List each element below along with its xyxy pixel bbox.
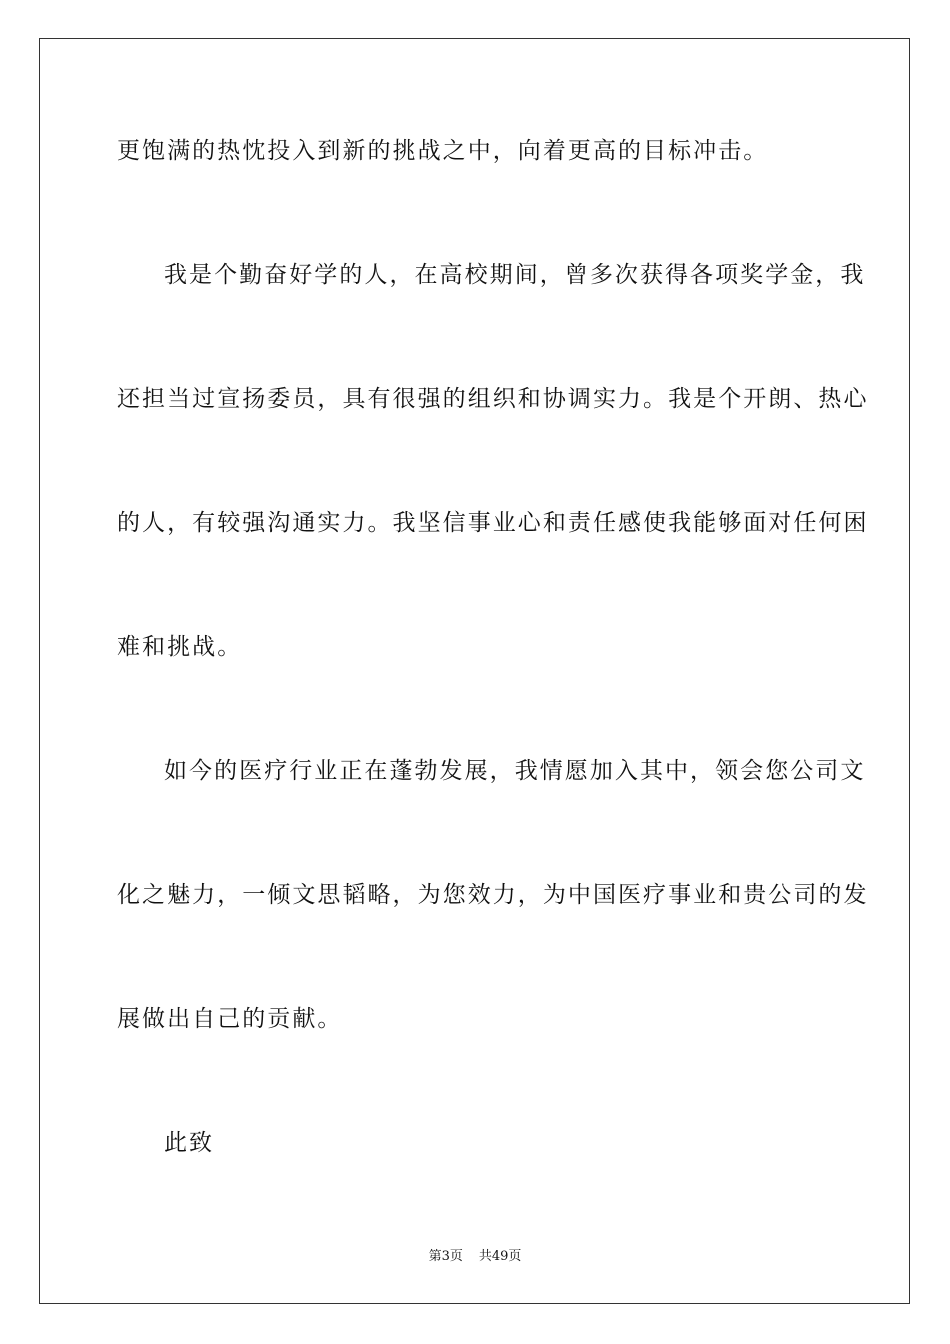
- page-total: 共49页: [478, 1249, 522, 1264]
- page-footer: [0, 1248, 950, 1266]
- page-border: [39, 38, 910, 1304]
- body-line-5: 难和挑战。: [117, 634, 243, 660]
- body-line-6: 如今的医疗行业正在蓬勃发展，我情愿加入其中，领会您公司文: [164, 758, 866, 784]
- body-line-3: 还担当过宣扬委员，具有很强的组织和协调实力。我是个开朗、热心: [117, 386, 869, 412]
- closing-salutation: 此致: [164, 1130, 215, 1156]
- body-line-7: 化之魅力，一倾文思韬略，为您效力，为中国医疗事业和贵公司的发: [117, 882, 869, 908]
- body-line-1: 更饱满的热忱投入到新的挑战之中，向着更高的目标冲击。: [117, 138, 769, 164]
- body-line-4: 的人，有较强沟通实力。我坚信事业心和责任感使我能够面对任何困: [117, 510, 869, 536]
- page-current: 第3页: [428, 1249, 463, 1264]
- body-line-2: 我是个勤奋好学的人，在高校期间，曾多次获得各项奖学金，我: [164, 262, 866, 288]
- body-line-8: 展做出自己的贡献。: [117, 1006, 343, 1032]
